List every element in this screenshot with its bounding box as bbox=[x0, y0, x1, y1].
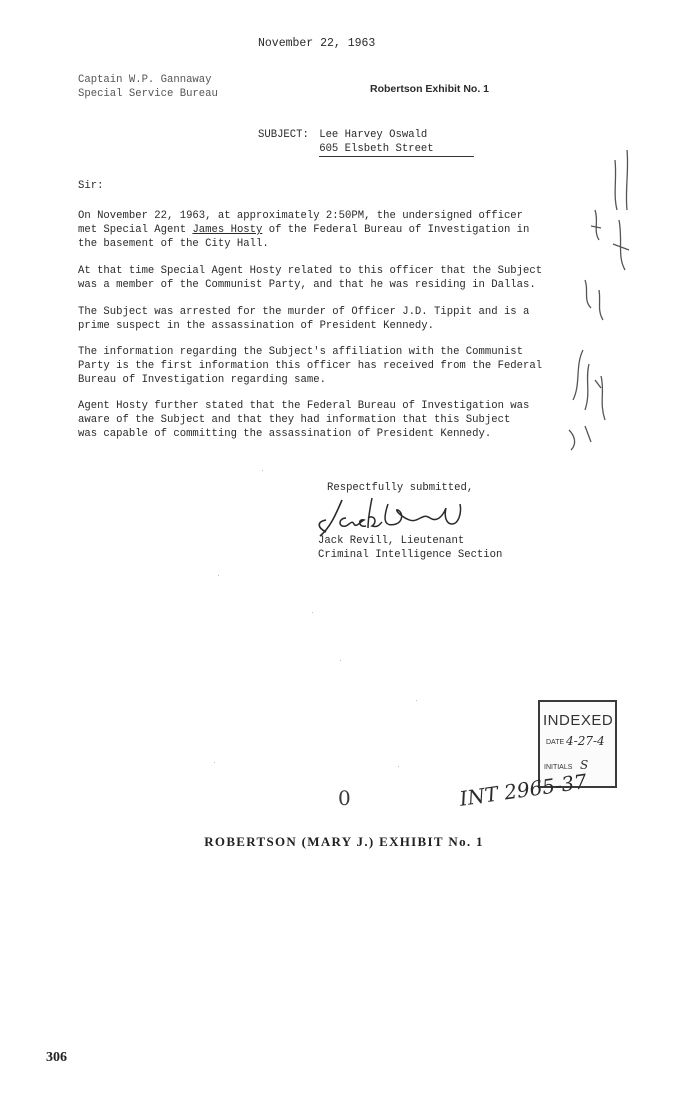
paragraph-line: was a member of the Communist Party, and that he was residing in Dallas. bbox=[78, 279, 536, 291]
signer-title: Criminal Intelligence Section bbox=[318, 549, 503, 561]
subject-label: SUBJECT: bbox=[258, 129, 309, 141]
paragraph-line: the basement of the City Hall. bbox=[78, 238, 269, 250]
agent-name: James Hosty bbox=[192, 224, 263, 236]
paragraph-line: The Subject was arrested for the murder of Officer J.D. Tippit and is a bbox=[78, 306, 530, 318]
stamp-date-value: 4-27-4 bbox=[566, 734, 605, 748]
page-number: 306 bbox=[46, 1050, 67, 1065]
paragraph-line: On November 22, 1963, at approximately 2:50PM, the undersigned officer bbox=[78, 210, 524, 222]
line-prefix: met Special Agent bbox=[78, 224, 193, 236]
subject-lines bbox=[319, 128, 473, 157]
paragraph-line bbox=[78, 223, 529, 237]
stamp-initials-label: INITIALS bbox=[544, 764, 573, 771]
caption-robertson: OBERTSON bbox=[214, 834, 298, 849]
subject-block bbox=[258, 128, 474, 157]
paper-speck bbox=[312, 612, 313, 613]
paragraph-line: aware of the Subject and that they had information that this Subject bbox=[78, 414, 511, 426]
paper-speck bbox=[262, 470, 263, 471]
document-date: November 22, 1963 bbox=[258, 37, 376, 50]
caption-initial: R bbox=[204, 834, 215, 849]
closing: Respectfully submitted, bbox=[327, 482, 474, 494]
stamp-date-label: DATE bbox=[546, 739, 565, 746]
subject-address: 605 Elsbeth Street bbox=[319, 143, 434, 155]
handwritten-file-number: INT 2965-37 bbox=[458, 769, 589, 811]
line-suffix: of the Federal Bureau of Investigation in bbox=[262, 224, 530, 236]
paper-speck bbox=[218, 575, 219, 576]
paper-speck bbox=[340, 660, 341, 661]
caption-exhibit: EXHIBIT bbox=[379, 834, 444, 849]
stamp-initials-value: S bbox=[580, 758, 589, 772]
subject-name: Lee Harvey Oswald bbox=[319, 129, 428, 141]
addressee-name: Captain W.P. Gannaway bbox=[78, 74, 212, 86]
paper-speck bbox=[214, 762, 215, 763]
paragraph-line: Bureau of Investigation regarding same. bbox=[78, 374, 326, 386]
caption-mary: (MARY J.) bbox=[301, 834, 375, 849]
addressee-block bbox=[78, 73, 218, 101]
paper-speck bbox=[416, 700, 417, 701]
signer-name: Jack Revill, Lieutenant bbox=[318, 535, 465, 547]
paragraph-communist-party bbox=[78, 264, 542, 292]
margin-handwriting bbox=[555, 130, 645, 460]
paragraph-fbi-awareness bbox=[78, 399, 529, 441]
exhibit-label: Robertson Exhibit No. 1 bbox=[370, 83, 490, 95]
paragraph-arrest bbox=[78, 305, 529, 333]
signature-block bbox=[318, 534, 502, 562]
paragraph-line: Agent Hosty further stated that the Federal Bureau of Investigation was bbox=[78, 400, 530, 412]
exhibit-caption bbox=[0, 834, 688, 850]
salutation: Sir: bbox=[78, 180, 104, 192]
paragraph-line: prime suspect in the assassination of President Kennedy. bbox=[78, 320, 435, 332]
paragraph-meeting bbox=[78, 209, 529, 251]
paragraph-line: Party is the first information this officer has received from the Federal bbox=[78, 360, 543, 372]
stamp-label: INDEXED bbox=[543, 712, 614, 729]
handwritten-mark: 0 bbox=[338, 786, 351, 810]
paper-speck bbox=[398, 766, 399, 767]
paragraph-line: was capable of committing the assassination of President Kennedy. bbox=[78, 428, 492, 440]
paragraph-information bbox=[78, 345, 542, 387]
paragraph-line: The information regarding the Subject's affiliation with the Communist bbox=[78, 346, 524, 358]
caption-number: No. 1 bbox=[448, 834, 484, 849]
addressee-department: Special Service Bureau bbox=[78, 88, 218, 100]
paragraph-line: At that time Special Agent Hosty related to this officer that the Subject bbox=[78, 265, 543, 277]
